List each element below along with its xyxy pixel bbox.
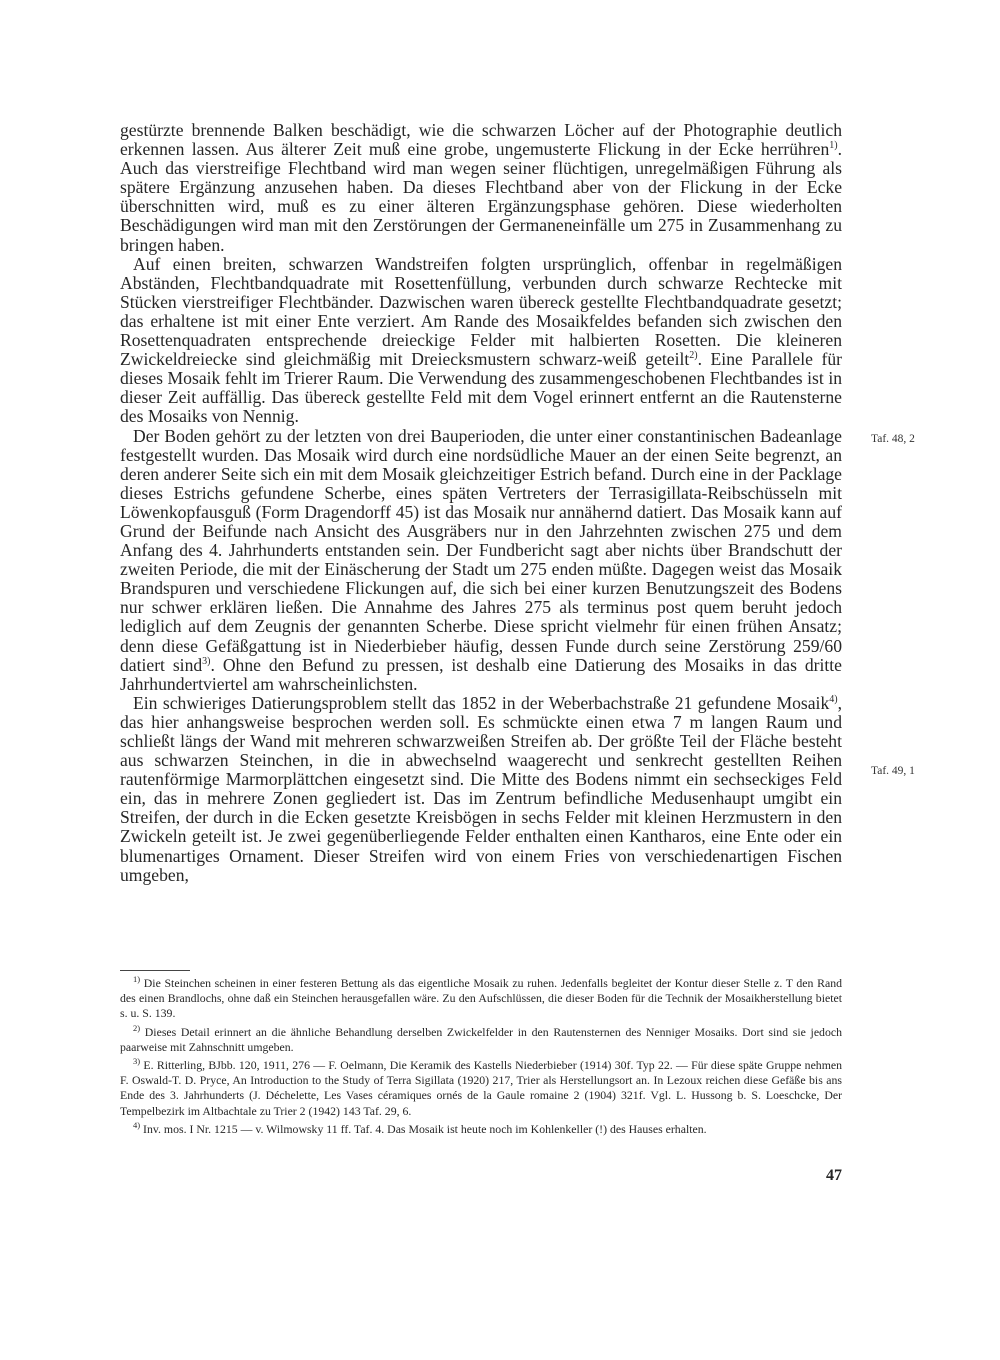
paragraph-2-text-b: . Eine Parallele für dieses Mosaik fehlt im Trierer Raum. Die Verwendung des zusammengeschobenen Flechtbandes ist in dieser Zeit auffällig. Das übereck gestellte Feld mit dem Vogel erinnert entfernt an die Rautensterne des Mosaiks von Nennig.	[120, 349, 842, 427]
main-text	[120, 121, 842, 885]
footnotes-section	[120, 976, 842, 1140]
paragraph-4-text-b: , das hier anhangsweise besprochen werden soll. Es schmückte einen etwa 7 m langen Raum und schließt längs der Wand mit mehreren schwarzweißen Streifen ab. Der größte Teil der Fläche besteht aus schwarzen Steinchen, in die in abwechselnd waagerecht und senkrecht gestellten Reihen rautenförmige Marmorplättchen eingesetzt sind. Die Mitte des Bodens nimmt ein sechseckiges Feld ein, das in mehrere Zonen gegliedert ist. Das im Zentrum befindliche Medusenhaupt umgibt ein Streifen, der durch in die Ecken gesetzte Kreisbögen in sechs Felder mit kleinen Herzmustern in den Zwickeln geteilt ist. Je zwei gegenüberliegende Felder enthalten einen Kantharos, eine Ente oder ein blumenartiges Ornament. Dieser Streifen wird von einem Fries von verschiedenartigen Fischen umgeben,	[120, 692, 842, 885]
paragraph-2-text-a: Auf einen breiten, schwarzen Wandstreifen folgten ursprünglich, offenbar in regelmäßigen Abständen, Flechtbandquadrate mit Rosettenfüllung, verbunden durch schwarze Rechtecke mit Stücken vierstreifiger Flechtbänder. Dazwischen waren übereck gestellte Flechtbandquadrate gesetzt; das erhaltene ist mit einer Ente verziert. Am Rande des Mosaikfeldes befanden sich zwischen den Rosettenquadraten entsprechende dreieckige Felder mit halbierten Rosetten. Die kleineren Zwickeldreiecke sind gleichmäßig mit Dreiecksmustern schwarz-weiß geteilt	[120, 253, 842, 370]
footnote-2	[120, 1022, 842, 1055]
paragraph-4-text-a: Ein schwieriges Datierungsproblem stellt das 1852 in der Weberbachstraße 21 gefundene Mosaik	[133, 692, 830, 713]
paragraph-4	[120, 694, 842, 885]
footnote-2-text: Dieses Detail erinnert an die ähnliche Behandlung derselben Zwickelfelder in den Rautensternen des Nenniger Mosaiks. Dort sind sie jedoch paarweise mit Zahnschnitt umgeben.	[120, 1024, 842, 1054]
paragraph-3-text-b: . Ohne den Befund zu pressen, ist deshalb eine Datierung des Mosaiks in das dritte Jahrhundertviertel am wahrscheinlichsten.	[120, 654, 842, 694]
page-number: 47	[826, 1167, 842, 1184]
paragraph-1-text-b: . Auch das vierstreifige Flechtband wird man wegen seiner flüchtigen, unregelmäßigen Führung als spätere Ergänzung anzusehen haben. Da dieses Flechtband aber von der Flickung in der Ecke überschnitten wird, muß es zu einer älteren Ergänzungsphase gehören. Diese wiederholten Beschädigungen wird man mit den Zerstörungen der Germaneneinfälle um 275 in Zusammenhang zu bringen haben.	[120, 139, 842, 255]
paragraph-1	[120, 121, 842, 255]
paragraph-3-text-a: Der Boden gehört zu der letzten von drei Bauperioden, die unter einer constantinischen Badeanlage festgestellt wurden. Das Mosaik wird durch eine nordsüdliche Mauer an der einen Seite begrenzt, an deren anderer Seite sich ein mit dem Mosaik gleichzeitiger Estrich befand. Durch eine in der Packlage dieses Estrichs gefundene Scherbe, eines späten Vertreters der Terrasigillata-Reibschüsseln mit Löwenkopfausguß (Form Dragendorff 45) ist das Mosaik nur annähernd datiert. Das Mosaik kann auf Grund der Beifunde nach Ansicht des Ausgräbers nur in den Jahrzehnten zwischen 275 und dem Anfang des 4. Jahrhunderts entstanden sein. Der Fundbericht sagt aber nichts über Brandschutt der zweiten Periode, die mit der Einäscherung der Stadt um 275 enden müßte. Dagegen weist das Mosaik Brandspuren und verschiedene Flickungen auf, die sich bei einer kurzen Benutzungszeit des Bodens nur schwer erklären ließen. Die Annahme des Jahres 275 als terminus post quem beruht jedoch lediglich auf dem Zeugnis der genannten Scherbe. Diese spricht vielmehr für einen frühen Ansatz; denn diese Gefäßgattung ist in Niederbieber häufig, dessen Funde durch seine Zerstörung 259/60 datiert sind	[120, 425, 842, 675]
footnote-1-text: Die Steinchen scheinen in einer festeren Bettung als das eigentliche Mosaik zu ruhen. Jedenfalls begleitet der Kontur dieser Stelle z. T den Rand des einen Brandlochs, ohne daß ein Steinchen herausgefallen wäre. Zu den Aufschlüssen, die dieser Boden für die Technik der Mosaikherstellung bietet s. u. S. 139.	[120, 976, 843, 1021]
margin-note-taf-49-1: Taf. 49, 1	[871, 765, 915, 777]
footnote-2-label: $^2$ )	[133, 1023, 140, 1033]
footnote-4-label: $^4$ )	[133, 1120, 140, 1130]
margin-note-taf-48-2: Taf. 48, 2	[871, 433, 915, 445]
footnote-reference-2[interactable]: $^2$ )	[689, 350, 697, 361]
footnote-separator-rule	[120, 970, 190, 971]
footnote-4	[120, 1119, 842, 1137]
footnote-reference-4[interactable]: $^4$ )	[829, 694, 837, 705]
footnote-3-text: E. Ritterling, BJbb. 120, 1911, 276 — F. Oelmann, Die Keramik des Kastells Niederbieber (1914) 30f. Typ 22. — Für diese späte Gruppe nehmen F. Oswald-T. D. Pryce, An Introduction to the Study of Terra Sigillata (1920) 217, Trier als Herstellungsort an. In Lezoux reichen diese Gefäße bis ans Ende des 3. Jahrhunderts (J. Déchelette, Les Vases céramiques ornés de la Gaule romaine 2 (1904) 321f. Vgl. L. Hussong b. S. Loeschcke, Der Tempelbezirk im Altbachtale zu Trier 2 (1942) 143 Taf. 29, 6.	[120, 1058, 843, 1118]
footnote-1	[120, 976, 842, 1022]
footnote-3-label: $^3$ )	[133, 1056, 140, 1066]
footnote-reference-1[interactable]: $^1$ )	[829, 140, 837, 151]
footnote-4-text: Inv. mos. I Nr. 1215 — v. Wilmowsky 11 ff. Taf. 4. Das Mosaik ist heute noch im Kohlenkeller (!) des Hauses erhalten.	[143, 1121, 707, 1136]
paragraph-1-text-a: gestürzte brennende Balken beschädigt, wie die schwarzen Löcher auf der Photographie deutlich erkennen lassen. Aus älterer Zeit muß eine grobe, ungemusterte Flickung in der Ecke herrühren	[120, 120, 842, 160]
paragraph-3	[120, 427, 842, 694]
footnote-3	[120, 1058, 842, 1119]
paragraph-2	[120, 255, 842, 427]
footnote-reference-3[interactable]: $^3$ )	[202, 656, 210, 667]
footnote-1-label: $^1$ )	[133, 974, 140, 984]
